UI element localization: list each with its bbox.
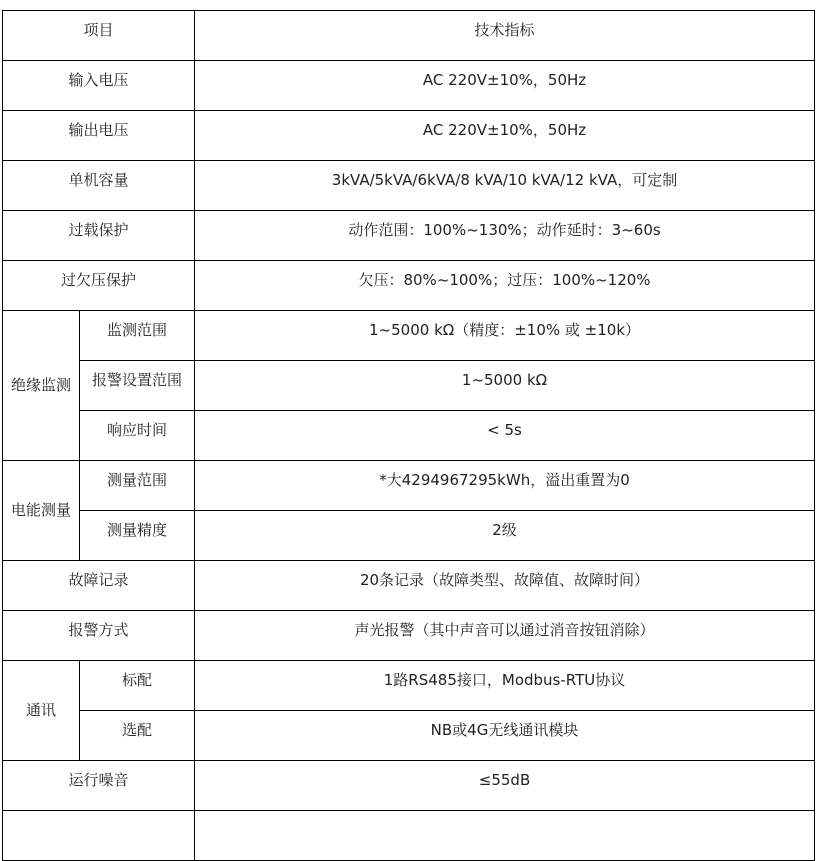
- row-value-cell: [195, 111, 815, 161]
- row-label: 过欠压保护: [61, 271, 137, 289]
- table-row-input-voltage: [3, 61, 815, 111]
- group-cell-communication: [3, 661, 80, 761]
- sub-label: 标配: [122, 671, 153, 689]
- table-row-unit-capacity: [3, 161, 815, 211]
- row-value-cell: [195, 61, 815, 111]
- table-row-insulation-response-time: [3, 411, 815, 461]
- spec-table: [2, 10, 815, 861]
- row-label-cell: [3, 261, 195, 311]
- sub-label: 监测范围: [107, 321, 168, 339]
- row-value-cell: [195, 561, 815, 611]
- table-row-output-voltage: [3, 111, 815, 161]
- row-value: ≤55dB: [478, 771, 531, 789]
- table-row-overload-protection: [3, 211, 815, 261]
- row-value: 欠压：80%~100%；过压：100%~120%: [358, 271, 651, 289]
- row-value: 1~5000 kΩ（精度：±10% 或 ±10k）: [369, 321, 641, 339]
- row-label: 过载保护: [68, 221, 129, 239]
- row-value-cell: [195, 261, 815, 311]
- row-value: 动作范围：100%~130%；动作延时：3~60s: [348, 221, 661, 239]
- row-value-cell: [195, 711, 815, 761]
- sub-label-cell: [80, 511, 195, 561]
- header-item-label: 项目: [83, 21, 114, 39]
- row-label-cell: [3, 561, 195, 611]
- table-header-row: [3, 11, 815, 61]
- row-label: 运行噪音: [68, 771, 129, 789]
- row-value-cell: [195, 311, 815, 361]
- table-row-communication-standard: [3, 661, 815, 711]
- row-label-cell: [3, 161, 195, 211]
- row-value-cell: [195, 411, 815, 461]
- row-value-cell: [195, 661, 815, 711]
- group-cell-insulation-monitoring: [3, 311, 80, 461]
- row-value: 1路RS485接口，Modbus-RTU协议: [383, 671, 626, 689]
- row-value: 2级: [492, 521, 517, 539]
- row-label: 输入电压: [68, 71, 129, 89]
- row-value-cell: [195, 761, 815, 811]
- row-value: 1~5000 kΩ: [461, 371, 548, 389]
- group-label: 绝缘监测: [10, 376, 71, 394]
- row-value-cell: [195, 511, 815, 561]
- sub-label-cell: [80, 461, 195, 511]
- row-label: 故障记录: [68, 571, 129, 589]
- row-label-cell: [3, 111, 195, 161]
- table-row-insulation-monitor-range: [3, 311, 815, 361]
- row-label: 报警方式: [68, 621, 129, 639]
- group-label: 通讯: [25, 701, 56, 719]
- row-label-cell: [3, 811, 195, 861]
- sub-label: 响应时间: [107, 421, 168, 439]
- group-label: 电能测量: [10, 501, 71, 519]
- table-row-empty: [3, 811, 815, 861]
- row-value: *大4294967295kWh，溢出重置为0: [379, 471, 630, 489]
- row-value: 声光报警（其中声音可以通过消音按钮消除）: [354, 621, 655, 639]
- table-row-alarm-mode: [3, 611, 815, 661]
- row-label-cell: [3, 761, 195, 811]
- row-value: 20条记录（故障类型、故障值、故障时间）: [359, 571, 650, 589]
- sub-label-cell: [80, 661, 195, 711]
- row-value-cell: [195, 211, 815, 261]
- row-label: 输出电压: [68, 121, 129, 139]
- row-label-cell: [3, 211, 195, 261]
- row-value-cell: [195, 811, 815, 861]
- table-row-communication-optional: [3, 711, 815, 761]
- row-label-cell: [3, 611, 195, 661]
- row-label-cell: [3, 61, 195, 111]
- sub-label: 测量精度: [107, 521, 168, 539]
- table-row-insulation-alarm-setting: [3, 361, 815, 411]
- table-row-energy-measure-accuracy: [3, 511, 815, 561]
- sub-label-cell: [80, 411, 195, 461]
- header-item-cell: [3, 11, 195, 61]
- sub-label: 报警设置范围: [92, 371, 183, 389]
- header-spec-cell: [195, 11, 815, 61]
- group-cell-energy-measurement: [3, 461, 80, 561]
- sub-label-cell: [80, 361, 195, 411]
- table-row-running-noise: [3, 761, 815, 811]
- row-value: < 5s: [487, 421, 522, 439]
- table-row-energy-measure-range: [3, 461, 815, 511]
- row-value: AC 220V±10%，50Hz: [422, 71, 587, 89]
- row-value-cell: [195, 461, 815, 511]
- row-value: 3kVA/5kVA/6kVA/8 kVA/10 kVA/12 kVA，可定制: [331, 171, 678, 189]
- row-value-cell: [195, 361, 815, 411]
- sub-label: 测量范围: [107, 471, 168, 489]
- sub-label-cell: [80, 311, 195, 361]
- row-value-cell: [195, 611, 815, 661]
- table-row-fault-record: [3, 561, 815, 611]
- row-value-cell: [195, 161, 815, 211]
- header-spec-label: 技术指标: [474, 21, 535, 39]
- table-row-over-under-voltage: [3, 261, 815, 311]
- row-value: AC 220V±10%，50Hz: [422, 121, 587, 139]
- row-value: NB或4G无线通讯模块: [430, 721, 579, 739]
- row-label: 单机容量: [68, 171, 129, 189]
- sub-label-cell: [80, 711, 195, 761]
- sub-label: 选配: [122, 721, 153, 739]
